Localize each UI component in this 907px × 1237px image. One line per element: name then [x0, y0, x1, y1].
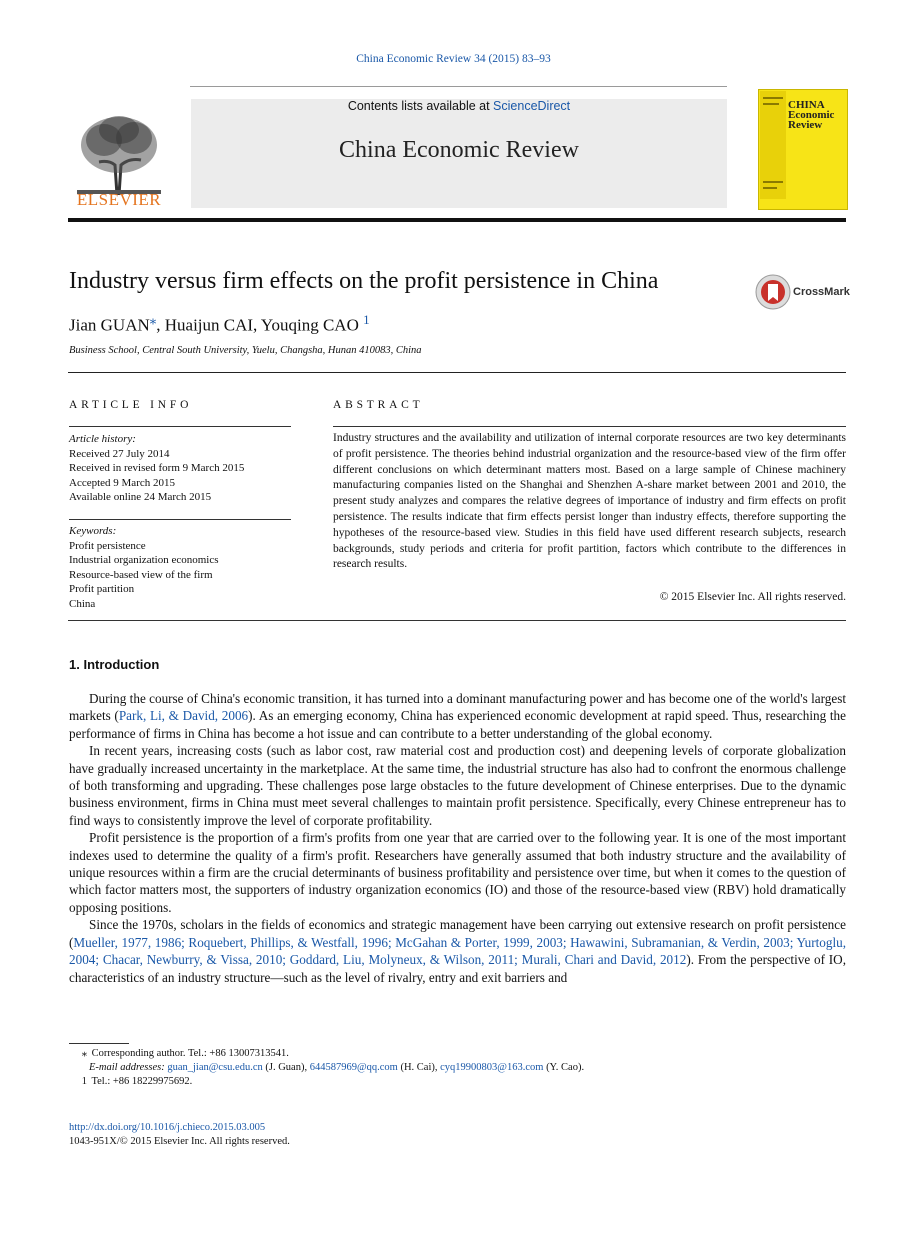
keyword: Resource-based view of the firm — [69, 568, 213, 581]
paragraph: Profit persistence is the proportion of a firm's profits from one year that are carried over to the following year. It is one of the most important indexes used to determine the quality of a firm's profit. Researchers have generally assumed that both industry structure and the availability of unique resources within a firm are the crucial determinants of business profitability and persistence over time, but when it comes to the question of which factor matters most, the supporters of industry organization economics (IO) and those of the resource-based view (RBV) hold dramatically opposing positions. — [69, 830, 846, 915]
footnote-emails — [69, 1061, 846, 1075]
divider — [68, 372, 846, 373]
journal-title: China Economic Review — [339, 137, 579, 163]
contents-line — [191, 99, 727, 113]
article-title: Industry versus firm effects on the profit persistence in China — [69, 268, 659, 294]
email-owner: (H. Cai), — [400, 1062, 438, 1073]
paragraph-text: ). From the perspective of IO, characteristics of an industry structure—such as the level of rivalry, entry and exit barriers and — [69, 952, 847, 985]
body-text — [69, 690, 846, 986]
header-divider — [190, 86, 727, 87]
divider — [69, 426, 291, 427]
history-item: Received in revised form 9 March 2015 — [69, 462, 245, 474]
keyword: Industrial organization economics — [69, 554, 219, 566]
issn-copyright: 1043-951X/© 2015 Elsevier Inc. All rights reserved. — [69, 1136, 290, 1147]
keywords-label: Keywords: — [69, 525, 117, 537]
author-mark[interactable]: 1 — [363, 312, 370, 327]
sciencedirect-link[interactable]: ScienceDirect — [493, 99, 571, 113]
footnote-1 — [69, 1075, 846, 1089]
elsevier-wordmark: ELSEVIER — [76, 190, 162, 209]
citation-link[interactable]: Mueller, 1977, 1986; Roquebert, Phillips, & Westfall, 1996; McGahan & Porter, 1999, 2003; Hawawini, Subramanian, & Verdin, 2003; Yurtoglu, 2004; Chacar, Newburry, & Vissa, 2010; Goddard, Liu, Molyneux, & Wilson, 2011; Murali, Chari and David, 2012 — [69, 934, 846, 968]
author-name[interactable]: Youqing CAO — [260, 315, 359, 335]
divider — [68, 620, 846, 621]
author-mark[interactable]: ⁎ — [149, 312, 157, 327]
footnote-corresponding — [69, 1047, 846, 1061]
footnote-mark: 1 — [81, 1076, 87, 1087]
cover-decoration — [760, 91, 786, 199]
footnotes — [69, 1047, 846, 1089]
doi-link[interactable]: http://dx.doi.org/10.1016/j.chieco.2015.03.005 — [69, 1122, 266, 1133]
paragraph-text: Since the 1970s, scholars in the fields of economics and strategic management have been carrying out extensive research on profit persistence ( — [69, 917, 846, 950]
citation-link[interactable]: Park, Li, & David, 2006 — [118, 708, 249, 724]
paragraph — [69, 690, 846, 742]
abstract-copyright: © 2015 Elsevier Inc. All rights reserved. — [659, 591, 846, 603]
email-link[interactable]: cyq19900803@163.com — [440, 1062, 544, 1073]
contents-prefix: Contents lists available at — [347, 99, 494, 113]
author-list — [69, 312, 370, 336]
abstract-text: Industry structures and the availability and utilization of internal corporate resources are two key determinants of profit persistence. The theories behind industrial organization and the resource-based view of the firm offer different conclusions on which determinant matters most. Based on a large sample of Chinese machinery manufacturing companies listed on the Shanghai and Shenzhen A-share market between 2001 and 2010, the present study analyzes and compares the relative degrees of importance of industry and firm effects on profit persistence. The results indicate that firm effects persist longer than industry effects, therefore supporting the hypotheses of the resource-based view. Studies in this field have used different research subjects, research backgrounds, study periods and criteria for profit partition, factors which contribute to the differences in research results. — [333, 432, 846, 571]
footnote-text: Corresponding author. Tel.: +86 13007313541. — [91, 1048, 289, 1059]
author-name[interactable]: Huaijun CAI — [164, 315, 254, 335]
article-info-heading: ARTICLE INFO — [69, 399, 193, 411]
keyword: Profit persistence — [69, 539, 146, 552]
email-label: E-mail addresses: — [89, 1062, 165, 1073]
keyword: China — [69, 597, 96, 610]
footnote-mark: ⁎ — [81, 1048, 87, 1059]
footnote-text: Tel.: +86 18229975692. — [91, 1076, 193, 1087]
article-history — [69, 432, 291, 505]
abstract-heading: ABSTRACT — [333, 399, 424, 411]
crossmark-icon[interactable] — [755, 274, 791, 310]
affiliation: Business School, Central South University, Yuelu, Changsha, Hunan 410083, China — [69, 345, 422, 356]
keyword: Profit partition — [69, 583, 135, 595]
email-link[interactable]: 644587969@qq.com — [309, 1062, 398, 1073]
divider — [333, 426, 846, 427]
history-item: Available online 24 March 2015 — [69, 491, 212, 503]
email-owner: (Y. Cao). — [546, 1062, 585, 1073]
footnote-rule — [69, 1043, 129, 1044]
author-separator: , — [156, 315, 165, 335]
divider — [69, 519, 291, 520]
section-heading: 1. Introduction — [69, 657, 160, 672]
paragraph-text: During the course of China's economic transition, it has turned into a dominant manufacturing power and has become one of the world's largest markets ( — [69, 691, 846, 724]
cover-title: CHINA Economic Review — [788, 99, 835, 131]
author-separator: , — [253, 315, 261, 335]
header-thick-rule — [68, 218, 846, 222]
history-label: Article history: — [69, 433, 136, 445]
email-link[interactable]: guan_jian@csu.edu.cn — [167, 1062, 263, 1073]
crossmark-label[interactable]: CrossMark — [793, 286, 850, 298]
history-item: Received 27 July 2014 — [69, 447, 170, 460]
paragraph — [69, 916, 846, 986]
author-name[interactable]: Jian GUAN — [69, 315, 150, 335]
history-item: Accepted 9 March 2015 — [69, 476, 175, 489]
email-owner: (J. Guan), — [265, 1062, 308, 1073]
journal-citation-link[interactable]: China Economic Review 34 (2015) 83–93 — [356, 53, 551, 65]
paragraph: In recent years, increasing costs (such as labor cost, raw material cost and production cost) and deepening levels of corporate globalization have gradually increased uncertainty in the marketplace. At the same time, the industrial structure has also had to confront the enormous challenge of both transforming and upgrading. These challenges pose large obstacles to the future development of Chinese enterprises. Due to the dynamic business environment, firms in China must meet several challenges to maintain profit persistence. Specifically, every Chinese entrepreneur has to find ways to consistently improve the level of corporate profitability. — [69, 743, 846, 828]
paragraph-text: ). As an emerging economy, China has experienced economic development at rapid speed. Thus, researching the performance of firms in China has become a hot issue and can contribute to a better understanding of the global economy. — [69, 708, 846, 741]
keywords — [69, 524, 291, 611]
